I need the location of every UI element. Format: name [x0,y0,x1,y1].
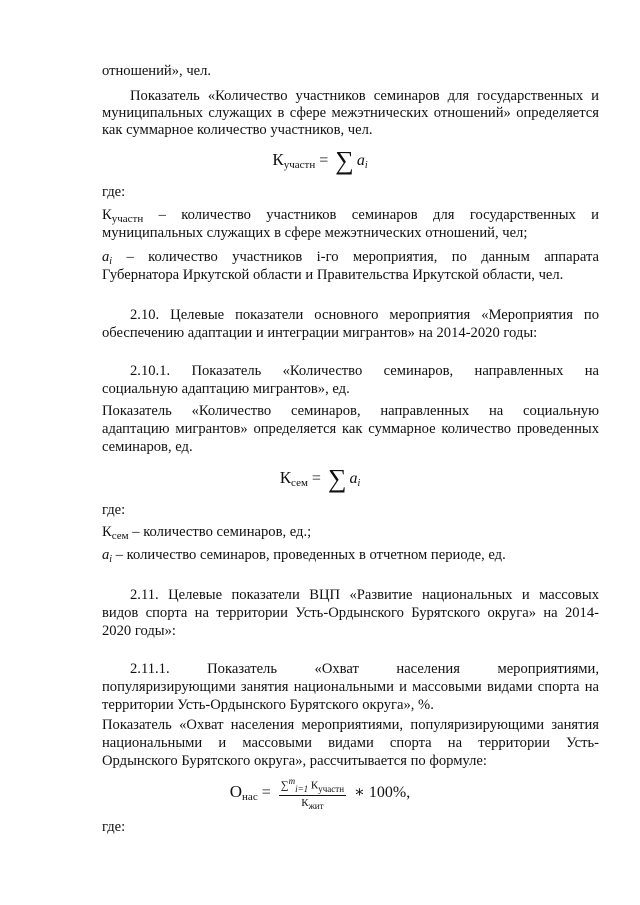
formula-participants [0,146,640,176]
formula-lhs: О [229,782,243,802]
formula-fraction [279,776,346,811]
formula-seminars [0,464,640,494]
sum-symbol: ∑ [327,464,347,493]
text-line: 2020 годы»: [102,623,176,639]
definition-variable: a [102,249,110,265]
fraction-numerator [279,776,346,796]
text-line: национальными и массовыми видами спорта на территории Усть- [102,735,599,751]
definition-line [102,523,599,545]
formula-lhs-subscript: нас [242,791,258,804]
text-line: территории Усть-Ордынского Бурятского округа», %. [102,697,434,713]
numerator-subscript: участн [318,783,345,794]
sum-symbol: ∑ [335,146,354,175]
definition-text: – количество семинаров, проведенных в отчетном периоде, ед. [112,547,506,563]
text-line: Ордынского Бурятского округа», рассчитывается по формуле: [102,753,487,769]
formula-tail: ∗ 100%, [354,784,411,802]
numerator-variable: К [310,779,319,792]
denominator-subscript: жит [308,801,324,812]
definition-variable: a [102,547,110,563]
text-line: Показатель «Охват населения мероприятиями, популяризирующими занятия [102,717,599,733]
text-line: где: [102,502,126,518]
formula-equals: = [319,152,329,169]
formula-equals: = [261,784,271,802]
formula-lhs: К [279,468,292,487]
subsection-heading: 2.11.1. Показатель «Охват населения мероприятиями, [130,661,599,677]
formula-variable: a [349,470,358,487]
definition-subscript: сем [111,530,129,542]
definition-variable: К [102,524,112,540]
text-line: где: [102,819,126,835]
text-line: популяризирующими занятия национальными и массовыми видами спорта на [102,679,599,695]
definition-line [102,546,599,569]
subsection-heading: 2.10.1. Показатель «Количество семинаров, направленных на [130,363,599,379]
sum-lower-limit: i=1 [295,783,309,794]
definition-text: – количество семинаров, ед.; [128,524,312,540]
formula-lhs-subscript: сем [291,477,308,489]
text-line: адаптацию мигрантов» определяется как суммарное количество проведенных [102,421,599,437]
definition-subscript: i [109,554,113,565]
text-line: Показатель «Количество участников семинаров для государственных и [130,88,599,104]
definition-variable: К [102,207,112,223]
formula-coverage [0,776,640,811]
fraction-denominator [279,796,346,811]
text-line: социальную адаптацию мигрантов», ед. [102,381,350,397]
definition-text: – количество участников семинаров для государственных и [143,207,599,223]
text-line: муниципальных служащих в сфере межэтнических отношений» определяется [102,105,599,121]
formula-lhs: К [272,150,284,169]
formula-lhs-subscript: участн [283,159,316,171]
section-heading: 2.11. Целевые показатели ВЦП «Развитие национальных и массовых [130,587,599,603]
definition-subscript: i [109,256,113,267]
section-heading: 2.10. Целевые показатели основного мероприятия «Мероприятия по [130,307,599,323]
sum-upper-limit: m [288,776,296,786]
definition-subscript: участн [111,213,144,225]
text-line: видов спорта на территории Усть-Ордынского Бурятского округа» на 2014- [102,605,599,621]
text-line: Показатель «Количество семинаров, направленных на социальную [102,403,599,419]
definition-text: – количество участников i-го мероприятия, по данным аппарата [112,249,599,265]
denominator-variable: К [301,796,309,809]
formula-variable-subscript: i [364,160,368,171]
formula-variable-subscript: i [357,478,361,489]
text-line: семинаров, ед. [102,439,193,455]
text-line: Губернатора Иркутской области и Правительства Иркутской области, чел. [102,267,564,283]
text-line: муниципальных служащих в сфере межэтнических отношений, чел; [102,225,528,241]
sum-symbol: ∑ [280,779,289,792]
formula-equals: = [311,470,321,487]
text-line: где: [102,184,126,200]
text-line: обеспечению адаптации и интеграции мигрантов» на 2014-2020 годы: [102,325,538,341]
text-line: как суммарное количество участников, чел. [102,122,373,138]
text-line: отношений», чел. [102,63,212,79]
formula-variable: a [356,152,365,169]
